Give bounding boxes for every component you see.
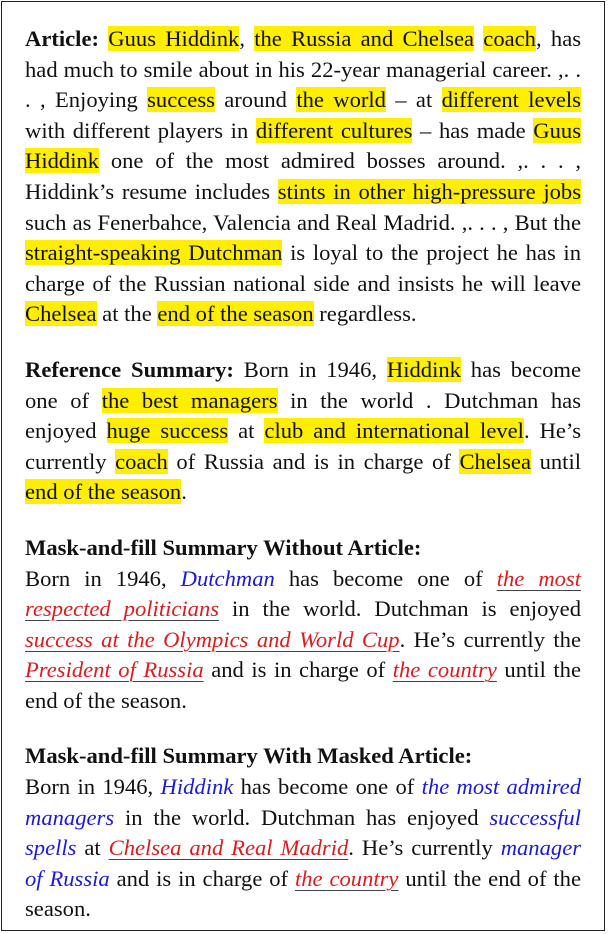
text-run: , has had much to smile about in his 22-year managerial career. ,. . . , Enjoying bbox=[25, 26, 582, 113]
supported-fill: Dutchman bbox=[180, 565, 275, 591]
text-run: in the world. Dutchman has enjoyed bbox=[114, 804, 490, 830]
figure-content bbox=[25, 24, 581, 925]
highlighted-phrase: straight-speaking Dutchman bbox=[25, 240, 283, 266]
supported-fill: the most admired managers bbox=[25, 774, 581, 830]
unsupported-fill: the country bbox=[294, 865, 399, 891]
text-run: at bbox=[76, 835, 109, 861]
article-label: Article: bbox=[25, 26, 100, 51]
unsupported-fill: Chelsea and Real Madrid bbox=[108, 835, 349, 861]
text-run: one of the most admired bosses around. ,. . . , Hiddink’s resume includes bbox=[25, 148, 581, 204]
text-run: Born in 1946, bbox=[233, 356, 387, 382]
highlighted-phrase: different levels bbox=[441, 87, 581, 113]
reference-summary-section bbox=[25, 355, 581, 508]
highlighted-phrase: Chelsea bbox=[25, 301, 97, 327]
text-run: – at bbox=[385, 87, 442, 113]
text-run: . He’s currently bbox=[348, 835, 501, 861]
text-run: , bbox=[239, 26, 255, 51]
highlighted-phrase: end of the season bbox=[157, 301, 314, 327]
text-run: is loyal to the project he has in charge of the Russian national side and insists he will leave bbox=[25, 240, 581, 296]
text-run: in the world . Dutchman has enjoyed bbox=[25, 387, 581, 444]
text-run: has become one of bbox=[25, 356, 581, 413]
text-run: and is in charge of bbox=[203, 657, 393, 683]
summary-without-article-section bbox=[25, 533, 581, 717]
highlighted-phrase: coach bbox=[115, 448, 168, 474]
text-run: regardless. bbox=[313, 301, 417, 327]
summary-without-article-body bbox=[25, 566, 581, 713]
text-run: has become one of bbox=[233, 774, 422, 800]
text-run: – has made bbox=[412, 117, 534, 143]
supported-fill: Hiddink bbox=[160, 774, 234, 800]
reference-summary-label: Reference Summary: bbox=[25, 356, 234, 382]
highlighted-phrase: the world bbox=[296, 87, 386, 113]
highlighted-phrase: Chelsea bbox=[459, 448, 531, 474]
highlighted-phrase: the best managers bbox=[101, 387, 278, 413]
summary-with-masked-article-body bbox=[25, 774, 581, 921]
highlighted-phrase: Guus Hiddink bbox=[108, 26, 240, 51]
text-run: at the bbox=[96, 301, 158, 327]
text-run: . He’s currently the bbox=[399, 626, 581, 652]
supported-fill: successful spells bbox=[25, 804, 581, 861]
highlighted-phrase: coach bbox=[483, 26, 536, 51]
text-run bbox=[474, 26, 483, 51]
unsupported-fill: the most respected politicians bbox=[25, 565, 582, 622]
highlighted-phrase: huge success bbox=[106, 418, 229, 444]
text-run: . He’s currently bbox=[25, 418, 582, 474]
text-run: has become one of bbox=[274, 565, 497, 591]
highlighted-phrase: success bbox=[147, 87, 215, 113]
highlighted-phrase: club and international level bbox=[264, 418, 524, 444]
article-section bbox=[25, 24, 581, 330]
supported-fill: manager of Russia bbox=[25, 835, 582, 891]
text-run: until the end of the season. bbox=[25, 657, 581, 713]
text-run: with different players in bbox=[25, 117, 256, 143]
text-run: Born in 1946, bbox=[25, 774, 161, 800]
text-run: in the world. Dutchman is enjoyed bbox=[219, 596, 581, 622]
highlighted-phrase: stints in other high-pressure jobs bbox=[277, 178, 581, 204]
text-run: until bbox=[530, 448, 581, 474]
highlighted-phrase: different cultures bbox=[255, 117, 413, 143]
text-run: around bbox=[214, 87, 297, 113]
text-run: . bbox=[181, 479, 187, 505]
text-run: at bbox=[228, 418, 265, 444]
text-run: until the end of the season. bbox=[25, 865, 581, 922]
unsupported-fill: the country bbox=[392, 657, 497, 683]
summary-with-masked-article-label: Mask-and-fill Summary With Masked Article: bbox=[25, 743, 473, 769]
text-run: such as Fenerbahce, Valencia and Real Madrid. ,. . . , But the bbox=[25, 209, 581, 235]
unsupported-fill: President of Russia bbox=[25, 657, 204, 683]
highlighted-phrase: Hiddink bbox=[386, 356, 461, 382]
unsupported-fill: success at the Olympics and World Cup bbox=[25, 626, 400, 652]
highlighted-phrase: the Russia and Chelsea bbox=[254, 26, 475, 51]
article-body bbox=[25, 26, 581, 326]
text-run: of Russia and is in charge of bbox=[167, 448, 460, 474]
text-run bbox=[99, 26, 108, 51]
text-run: and is in charge of bbox=[109, 865, 295, 891]
summary-without-article-label: Mask-and-fill Summary Without Article: bbox=[25, 534, 422, 560]
summary-with-masked-article-section bbox=[25, 741, 581, 925]
highlighted-phrase: end of the season bbox=[25, 479, 182, 505]
highlighted-phrase: Guus Hiddink bbox=[25, 117, 581, 174]
text-run: Born in 1946, bbox=[25, 565, 181, 591]
